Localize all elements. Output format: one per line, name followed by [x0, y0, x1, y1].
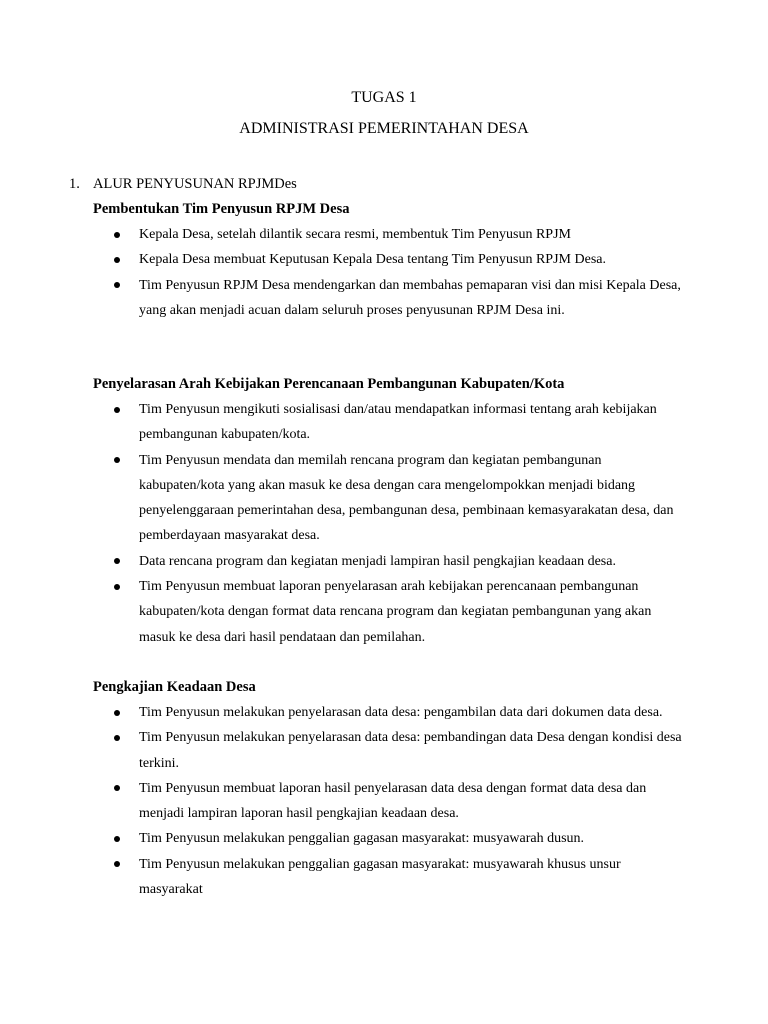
list-item-text: Tim Penyusun membuat laporan penyelarasan arah kebijakan perencanaan pembangunan kabupaten/kota dengan format data rencana program dan kegiatan pembangunan yang akan masuk ke desa dari hasil pendataan dan pemilahan.: [139, 579, 652, 645]
list-item-text: Tim Penyusun melakukan penyelarasan data desa: pengambilan data dari dokumen data desa.: [139, 705, 663, 720]
bullet-icon: [114, 407, 120, 413]
section-heading: Penyelarasan Arah Kebijakan Perencanaan Pembangunan Kabupaten/Kota: [93, 376, 565, 392]
list-item-text: Tim Penyusun melakukan penyelarasan data desa: pembandingan data Desa dengan kondisi desa terkini.: [139, 730, 682, 771]
bullet-list: [93, 397, 693, 650]
section-heading: Pembentukan Tim Penyusun RPJM Desa: [93, 201, 350, 217]
list-heading-text: ALUR PENYUSUNAN RPJMDes: [93, 176, 297, 192]
list-item: [93, 222, 684, 247]
bullet-icon: [114, 257, 120, 263]
bullet-icon: [114, 584, 120, 590]
bullet-icon: [114, 861, 120, 867]
list-item: [93, 574, 684, 650]
list-item-text: Tim Penyusun melakukan penggalian gagasan masyarakat: musyawarah dusun.: [139, 831, 585, 847]
bullet-icon: [114, 836, 120, 842]
list-item-text: Tim Penyusun membuat laporan hasil penyelarasan data desa dengan format data desa dan menjadi lampiran laporan hasil pengkajian keadaan desa.: [139, 780, 647, 822]
bullet-icon: [114, 710, 120, 716]
list-item: [93, 397, 684, 448]
list-item-text: Tim Penyusun melakukan penggalian gagasan masyarakat: musyawarah khusus unsur masyarakat: [139, 856, 621, 898]
numbered-list-heading: [69, 174, 297, 194]
bullet-list: [93, 222, 693, 323]
bullet-icon: [114, 457, 120, 463]
list-item-text: Data rencana program dan kegiatan menjadi lampiran hasil pengkajian keadaan desa.: [139, 553, 616, 569]
bullet-list: [93, 700, 693, 902]
list-item: [93, 700, 684, 725]
section-penyelarasan-arah-kebijakan: [93, 374, 693, 650]
bullet-icon: [114, 735, 120, 741]
document-title: TUGAS 1: [351, 89, 417, 106]
bullet-icon: [114, 282, 120, 288]
list-item-text: Tim Penyusun RPJM Desa mendengarkan dan membahas pemaparan visi dan misi Kepala Desa, yang akan menjadi acuan dalam seluruh proses penyusunan RPJM Desa ini.: [139, 277, 681, 318]
section-pengkajian-keadaan-desa: [93, 677, 693, 902]
list-item: [93, 448, 684, 549]
list-item-text: Tim Penyusun mengikuti sosialisasi dan/atau mendapatkan informasi tentang arah kebijakan pembangunan kabupaten/kota.: [139, 402, 657, 443]
list-item: [93, 826, 684, 851]
list-item-text: Kepala Desa membuat Keputusan Kepala Desa tentang Tim Penyusun RPJM Desa.: [139, 252, 606, 268]
list-item-text: Tim Penyusun mendata dan memilah rencana program dan kegiatan pembangunan kabupaten/kota yang akan masuk ke desa dengan cara mengelompokkan menjadi bidang penyelenggaraan pemerintahan desa, pembangunan desa, pembinaan kemasyarakatan desa, dan pemberdayaan masyarakat desa.: [139, 452, 674, 544]
bullet-icon: [114, 558, 120, 564]
section-heading: Pengkajian Keadaan Desa: [93, 679, 256, 695]
list-item-text: Kepala Desa, setelah dilantik secara resmi, membentuk Tim Penyusun RPJM: [139, 227, 571, 242]
bullet-icon: [114, 785, 120, 791]
list-item: [93, 725, 684, 776]
list-item: [93, 776, 684, 827]
list-item: [93, 549, 684, 574]
list-number: 1.: [69, 176, 80, 192]
list-item: [93, 273, 684, 324]
bullet-icon: [114, 232, 120, 238]
list-item: [93, 852, 684, 903]
section-pembentukan-tim: [93, 199, 693, 323]
document-subtitle: ADMINISTRASI PEMERINTAHAN DESA: [239, 120, 529, 137]
list-item: [93, 247, 684, 272]
